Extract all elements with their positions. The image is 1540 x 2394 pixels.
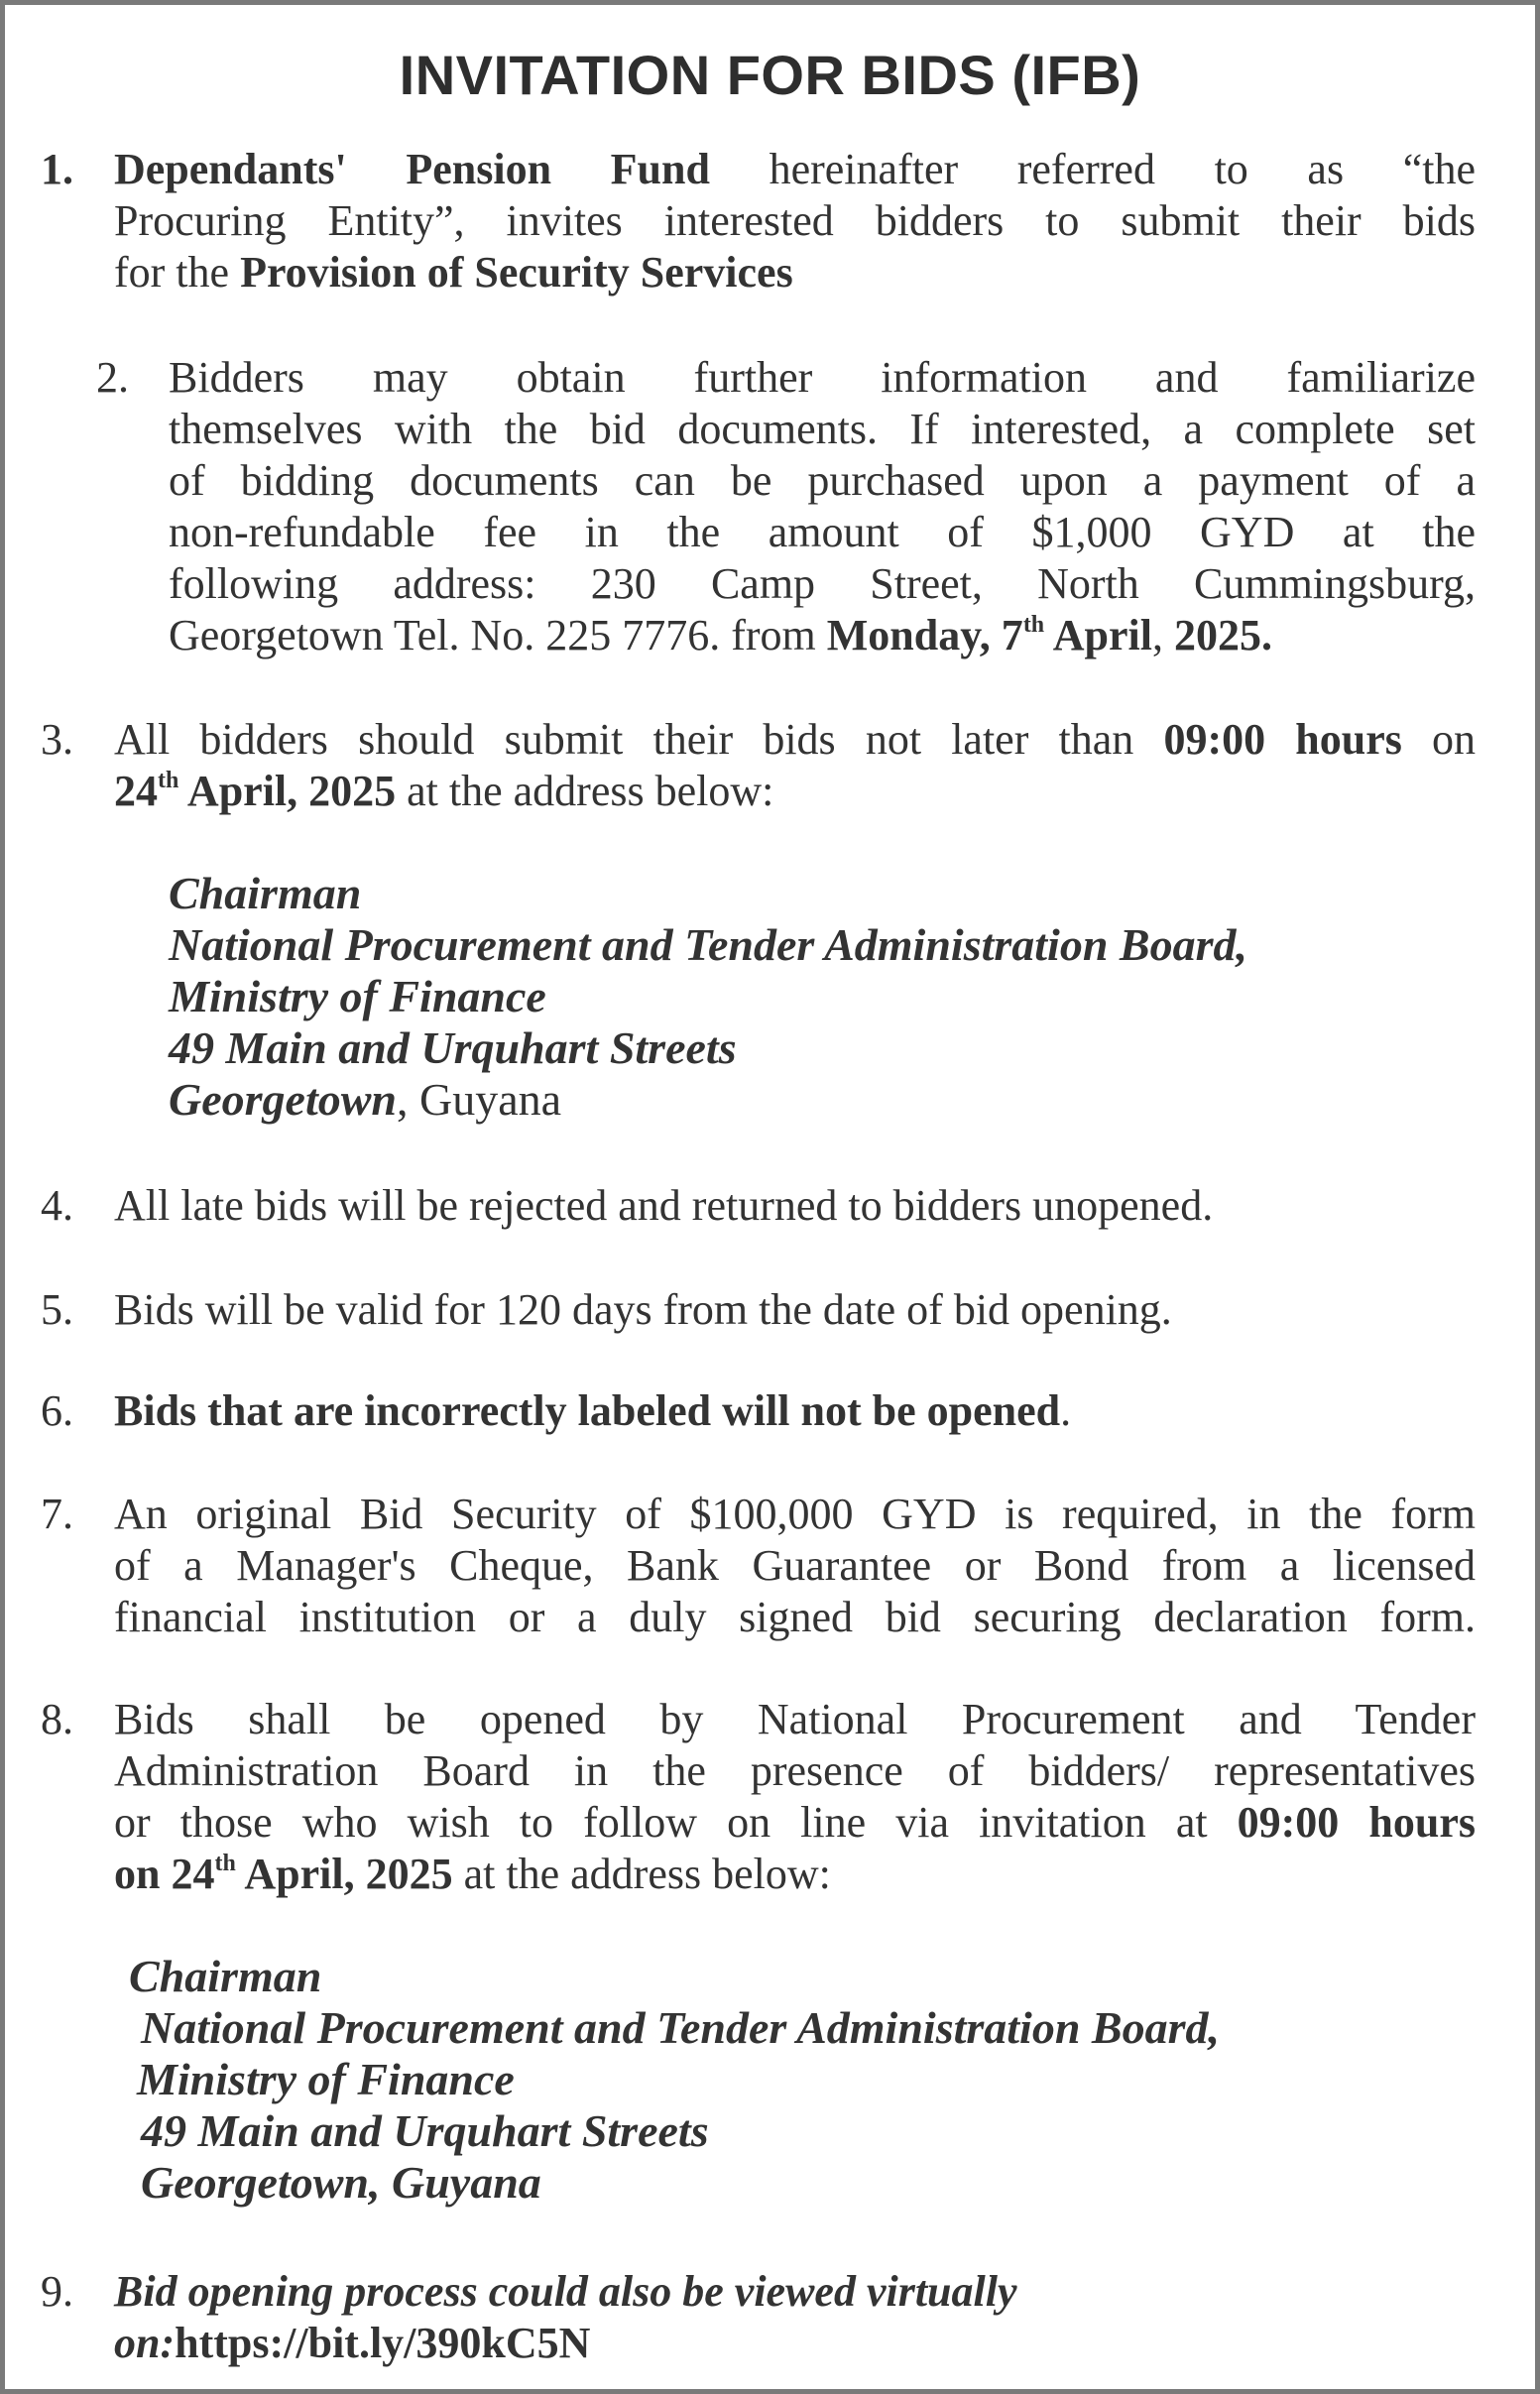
item-text bbox=[114, 1489, 1476, 1643]
address-line: 49 Main and Urquhart Streets bbox=[169, 1022, 737, 1073]
address-line: Georgetown, Guyana bbox=[169, 1074, 562, 1125]
address-line: Chairman bbox=[129, 1951, 322, 2001]
item-line: Bid opening process could also be viewed virtually bbox=[114, 2267, 1017, 2316]
item-number: 8. bbox=[41, 1695, 73, 1743]
procuring-entity-name: Dependants' Pension Fund bbox=[114, 145, 710, 193]
item-number: 9. bbox=[41, 2267, 73, 2316]
item-line: All late bids will be rejected and returned to bidders unopened. bbox=[114, 1181, 1214, 1230]
item-line: on 24th April, 2025 at the address below: bbox=[114, 1850, 831, 1898]
item-text bbox=[114, 1284, 1476, 1336]
deadline-time: 09:00 hours bbox=[1163, 715, 1402, 764]
virtual-viewing-link[interactable]: https://bit.ly/390kC5N bbox=[175, 2319, 591, 2367]
item-line: of bidding documents can be purchased upon a payment of a bbox=[169, 456, 1476, 505]
item-text bbox=[114, 1385, 1476, 1437]
address-line: Georgetown, Guyana bbox=[141, 2157, 541, 2208]
item-line: All bidders should submit their bids not later than 09:00 hours on bbox=[114, 715, 1477, 764]
address-block-submission bbox=[169, 868, 1247, 1126]
item-text bbox=[114, 1694, 1476, 1900]
item-number: 1. bbox=[41, 145, 73, 193]
address-line: Ministry of Finance bbox=[137, 2054, 515, 2104]
address-line: National Procurement and Tender Administration Board, bbox=[169, 919, 1248, 970]
deadline-date: April, 2025 bbox=[178, 767, 397, 815]
item-number: 7. bbox=[41, 1490, 73, 1538]
item-text bbox=[114, 144, 1476, 299]
item-line: on:https://bit.ly/390kC5N bbox=[114, 2319, 591, 2367]
item-line: Bidders may obtain further information and familiarize bbox=[169, 353, 1476, 402]
item-line: or those who wish to follow on line via invitation at 09:00 hours bbox=[114, 1798, 1476, 1847]
item-line: of a Manager's Cheque, Bank Guarantee or Bond from a licensed bbox=[114, 1541, 1476, 1590]
item-line: Bids shall be opened by National Procurement and Tender bbox=[114, 1695, 1476, 1743]
item-line: Administration Board in the presence of bidders/ representatives bbox=[114, 1746, 1476, 1795]
item-text bbox=[169, 352, 1476, 661]
item-line: Bids that are incorrectly labeled will not be opened. bbox=[114, 1386, 1072, 1435]
opening-date: April, 2025 bbox=[235, 1850, 453, 1898]
item-line: following address: 230 Camp Street, North Cummingsburg, bbox=[169, 559, 1476, 608]
item-text bbox=[114, 1180, 1476, 1232]
item-line: for the Provision of Security Services bbox=[114, 248, 793, 297]
item-number: 4. bbox=[41, 1181, 73, 1230]
item-line: non-refundable fee in the amount of $1,000 GYD at the bbox=[169, 508, 1476, 556]
item-number: 6. bbox=[41, 1386, 73, 1435]
item-text bbox=[114, 714, 1476, 817]
address-line: 49 Main and Urquhart Streets bbox=[141, 2105, 709, 2156]
item-number: 2. bbox=[96, 353, 129, 402]
item-line: Dependants' Pension Fund hereinafter referred to as “the bbox=[114, 145, 1476, 193]
address-block-opening bbox=[129, 1951, 1220, 2209]
page-title: INVITATION FOR BIDS (IFB) bbox=[399, 44, 1141, 106]
item-line: Procuring Entity”, invites interested bidders to submit their bids bbox=[114, 196, 1476, 245]
address-line: National Procurement and Tender Administration Board, bbox=[141, 2002, 1221, 2053]
item-line: financial institution or a duly signed bid securing declaration form. bbox=[114, 1593, 1476, 1641]
address-line: Chairman bbox=[169, 868, 362, 918]
item-line: 24th April, 2025 at the address below: bbox=[114, 767, 774, 815]
service-name: Provision of Security Services bbox=[240, 248, 793, 297]
item-line: themselves with the bid documents. If interested, a complete set bbox=[169, 405, 1476, 453]
item-number: 5. bbox=[41, 1285, 73, 1334]
item-line: Bids will be valid for 120 days from the date of bid opening. bbox=[114, 1285, 1172, 1334]
item-text bbox=[114, 2266, 1476, 2369]
item-line: Georgetown Tel. No. 225 7776. from Monday, 7th April, 2025. bbox=[169, 611, 1272, 659]
item-line: An original Bid Security of $100,000 GYD is required, in the form bbox=[114, 1490, 1476, 1538]
opening-time: 09:00 hours bbox=[1237, 1798, 1476, 1847]
item-number: 3. bbox=[41, 715, 73, 764]
address-line: Ministry of Finance bbox=[169, 971, 546, 1021]
